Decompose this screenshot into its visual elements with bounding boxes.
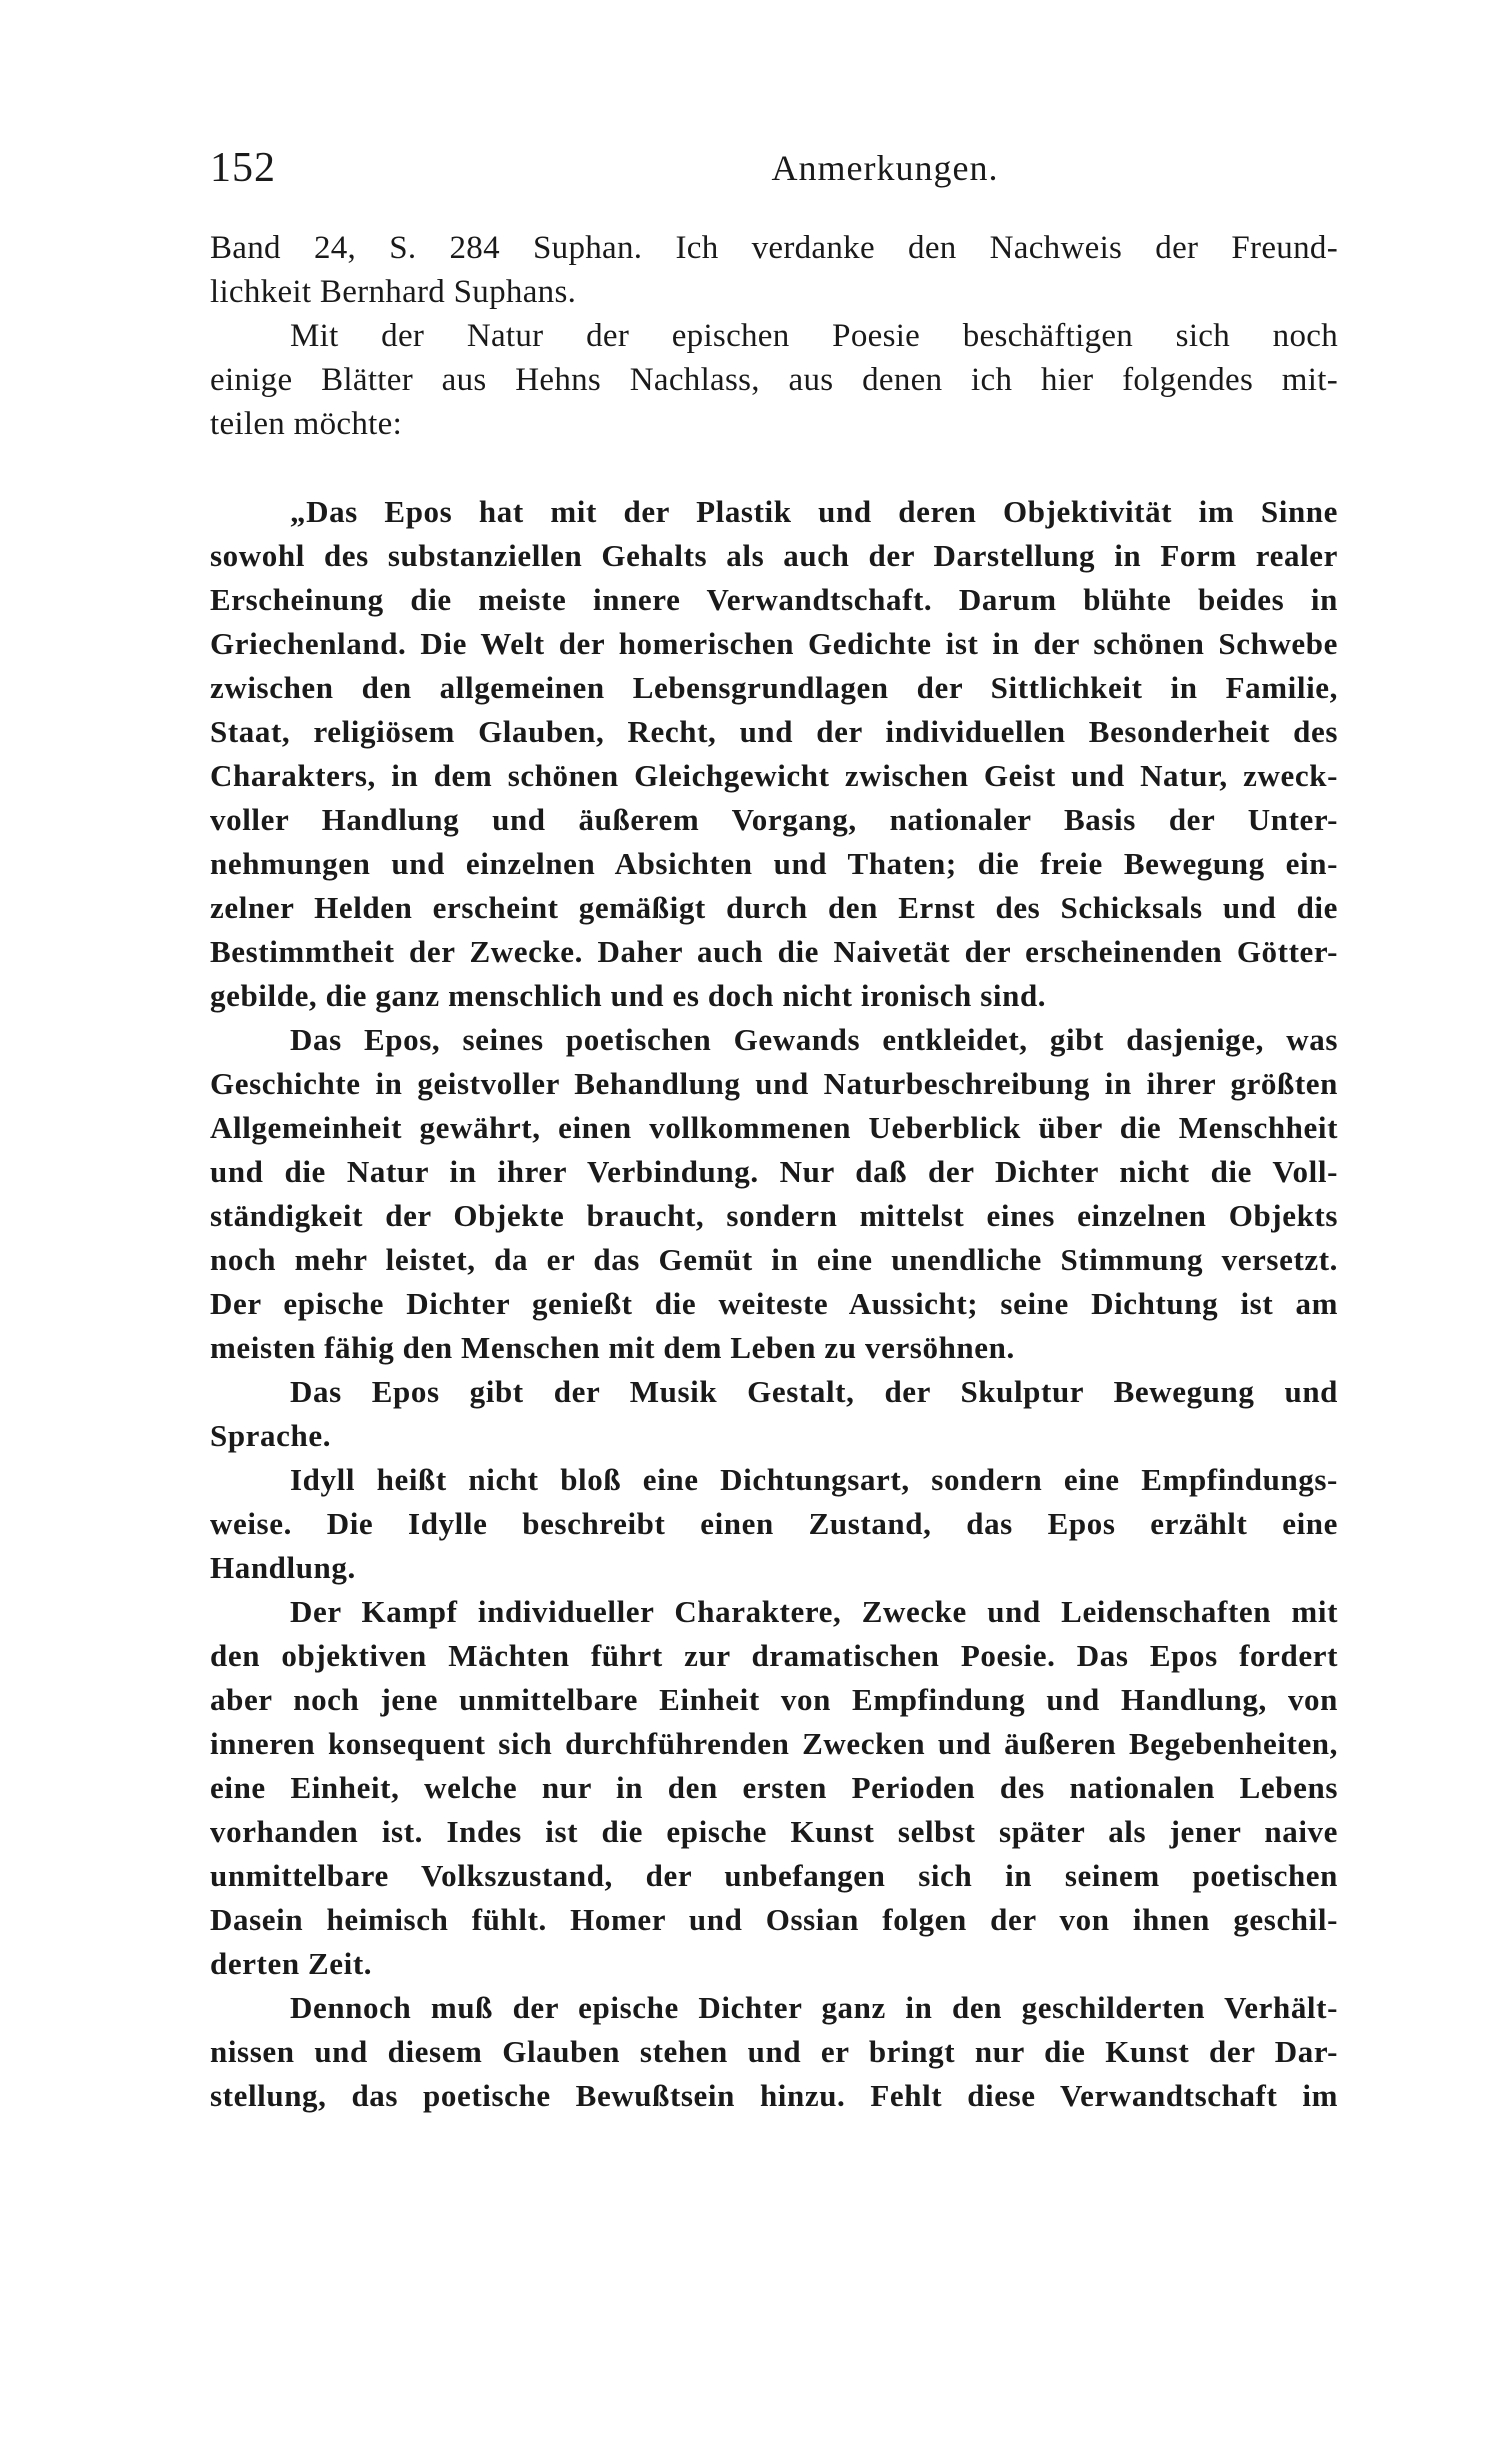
text-line: einige Blätter aus Hehns Nachlass, aus denen ich hier folgendes mit- <box>210 362 1338 398</box>
text-line: Charakters, in dem schönen Gleichgewicht zwischen Geist und Natur, zweck- <box>210 758 1338 793</box>
text-line: Griechenland. Die Welt der homerischen Gedichte ist in der schönen Schwebe <box>210 626 1338 661</box>
text-line: Geschichte in geistvoller Behandlung und Naturbeschreibung in ihrer größten <box>210 1066 1338 1101</box>
text-line: Das Epos, seines poetischen Gewands entkleidet, gibt dasjenige, was <box>290 1022 1338 1057</box>
text-line: unmittelbare Volkszustand, der unbefangen sich in seinem poetischen <box>210 1858 1338 1893</box>
text-line: Mit der Natur der epischen Poesie beschäftigen sich noch <box>290 318 1338 354</box>
text-line: Sprache. <box>210 1418 332 1453</box>
text-line: Bestimmtheit der Zwecke. Daher auch die Naivetät der erscheinenden Götter- <box>210 934 1338 969</box>
text-line: lichkeit Bernhard Suphans. <box>210 274 577 310</box>
text-line: ständigkeit der Objekte braucht, sondern mittelst eines einzelnen Objekts <box>210 1198 1338 1233</box>
text-line: sowohl des substanziellen Gehalts als auch der Darstellung in Form realer <box>210 538 1338 573</box>
running-head: Anmerkungen. <box>771 148 999 188</box>
text-line: Erscheinung die meiste innere Verwandtschaft. Darum blühte beides in <box>210 582 1338 617</box>
page-header <box>210 138 1338 198</box>
text-line: Allgemeinheit gewährt, einen vollkommenen Ueberblick über die Menschheit <box>210 1110 1338 1145</box>
text-line: und die Natur in ihrer Verbindung. Nur daß der Dichter nicht die Voll- <box>210 1154 1338 1189</box>
text-line: den objektiven Mächten führt zur dramatischen Poesie. Das Epos fordert <box>210 1638 1338 1673</box>
text-line: voller Handlung und äußerem Vorgang, nationaler Basis der Unter- <box>210 802 1338 837</box>
text-line: Idyll heißt nicht bloß eine Dichtungsart, sondern eine Empfindungs- <box>290 1462 1338 1497</box>
text-line: Handlung. <box>210 1550 356 1585</box>
text-line: gebilde, die ganz menschlich und es doch nicht ironisch sind. <box>210 978 1047 1013</box>
text-line: weise. Die Idylle beschreibt einen Zustand, das Epos erzählt eine <box>210 1506 1338 1541</box>
text-line: Dasein heimisch fühlt. Homer und Ossian folgen der von ihnen geschil- <box>210 1902 1338 1937</box>
text-line: zelner Helden erscheint gemäßigt durch den Ernst des Schicksals und die <box>210 890 1338 925</box>
text-line: eine Einheit, welche nur in den ersten Perioden des nationalen Lebens <box>210 1770 1338 1805</box>
text-line: meisten fähig den Menschen mit dem Leben zu versöhnen. <box>210 1330 1015 1365</box>
text-line: Der epische Dichter genießt die weiteste Aussicht; seine Dichtung ist am <box>210 1286 1338 1321</box>
text-line: zwischen den allgemeinen Lebensgrundlagen der Sittlichkeit in Familie, <box>210 670 1338 705</box>
text-line: Band 24, S. 284 Suphan. Ich verdanke den Nachweis der Freund- <box>210 230 1338 266</box>
text-line: aber noch jene unmittelbare Einheit von Empfindung und Handlung, von <box>210 1682 1338 1717</box>
text-line: „Das Epos hat mit der Plastik und deren Objektivität im Sinne <box>290 494 1338 529</box>
text-line: inneren konsequent sich durchführenden Zwecken und äußeren Begebenheiten, <box>210 1726 1338 1761</box>
text-line: Dennoch muß der epische Dichter ganz in den geschilderten Verhält- <box>290 1990 1338 2025</box>
text-line: noch mehr leistet, da er das Gemüt in eine unendliche Stimmung versetzt. <box>210 1242 1338 1277</box>
text-line: derten Zeit. <box>210 1946 373 1981</box>
text-line: vorhanden ist. Indes ist die epische Kunst selbst später als jener naive <box>210 1814 1338 1849</box>
text-line: nehmungen und einzelnen Absichten und Thaten; die freie Bewegung ein- <box>210 846 1338 881</box>
text-line: Der Kampf individueller Charaktere, Zwecke und Leidenschaften mit <box>290 1594 1338 1629</box>
text-line: Das Epos gibt der Musik Gestalt, der Skulptur Bewegung und <box>290 1374 1338 1409</box>
page-number: 152 <box>210 145 276 191</box>
text-line: Staat, religiösem Glauben, Recht, und der individuellen Besonderheit des <box>210 714 1338 749</box>
text-line: teilen möchte: <box>210 406 403 442</box>
text-line: stellung, das poetische Bewußtsein hinzu. Fehlt diese Verwandtschaft im <box>210 2078 1338 2113</box>
text-line: nissen und diesem Glauben stehen und er bringt nur die Kunst der Dar- <box>210 2034 1338 2069</box>
